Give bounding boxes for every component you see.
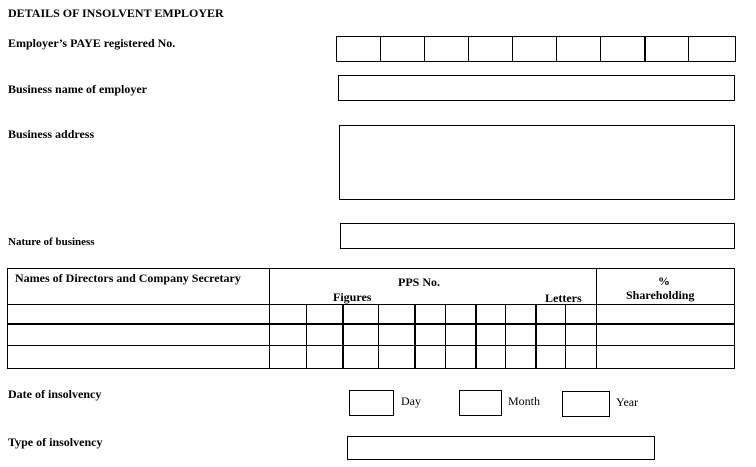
paye-label: Employer’s PAYE registered No. xyxy=(8,36,176,50)
share-header: Shareholding xyxy=(626,288,695,302)
letters-header: Letters xyxy=(545,291,582,305)
year-label: Year xyxy=(616,395,639,409)
type-label: Type of insolvency xyxy=(8,435,103,449)
business-name-input[interactable] xyxy=(338,75,735,101)
section-title: DETAILS OF INSOLVENT EMPLOYER xyxy=(8,6,224,20)
year-input[interactable] xyxy=(562,391,610,417)
day-input[interactable] xyxy=(349,390,394,416)
paye-letter-box[interactable] xyxy=(688,36,736,62)
business-name-label: Business name of employer xyxy=(8,82,147,96)
nature-input[interactable] xyxy=(340,223,735,249)
figures-header: Figures xyxy=(333,290,372,304)
director-shareholding-input[interactable] xyxy=(597,325,735,345)
nature-label: Nature of business xyxy=(8,236,95,248)
paye-digit-box[interactable] xyxy=(468,36,513,62)
paye-digit-box[interactable] xyxy=(336,36,381,62)
paye-digit-box[interactable] xyxy=(424,36,469,62)
business-address-label: Business address xyxy=(8,127,95,141)
director-name-input[interactable] xyxy=(8,325,269,345)
business-address-input[interactable] xyxy=(339,125,735,200)
date-label: Date of insolvency xyxy=(8,387,102,401)
director-pps-input[interactable] xyxy=(270,305,596,323)
type-input[interactable] xyxy=(347,436,655,460)
month-label: Month xyxy=(508,394,541,408)
paye-digit-box[interactable] xyxy=(512,36,557,62)
paye-digit-box[interactable] xyxy=(556,36,601,62)
col-names-header: Names of Directors and Company Secretary xyxy=(15,271,241,285)
director-shareholding-input[interactable] xyxy=(597,346,735,368)
paye-digit-box[interactable] xyxy=(380,36,425,62)
paye-digit-box[interactable] xyxy=(600,36,645,62)
director-name-input[interactable] xyxy=(8,346,269,368)
paye-number-input[interactable] xyxy=(336,36,736,62)
share-pct-header: % xyxy=(658,274,670,288)
director-pps-input[interactable] xyxy=(270,325,596,345)
day-label: Day xyxy=(401,394,421,408)
pps-header: PPS No. xyxy=(398,275,440,289)
director-pps-input[interactable] xyxy=(270,346,596,368)
paye-letter-box[interactable] xyxy=(644,36,689,62)
directors-table xyxy=(7,268,735,369)
month-input[interactable] xyxy=(459,390,502,416)
director-shareholding-input[interactable] xyxy=(597,305,735,323)
director-name-input[interactable] xyxy=(8,305,269,323)
